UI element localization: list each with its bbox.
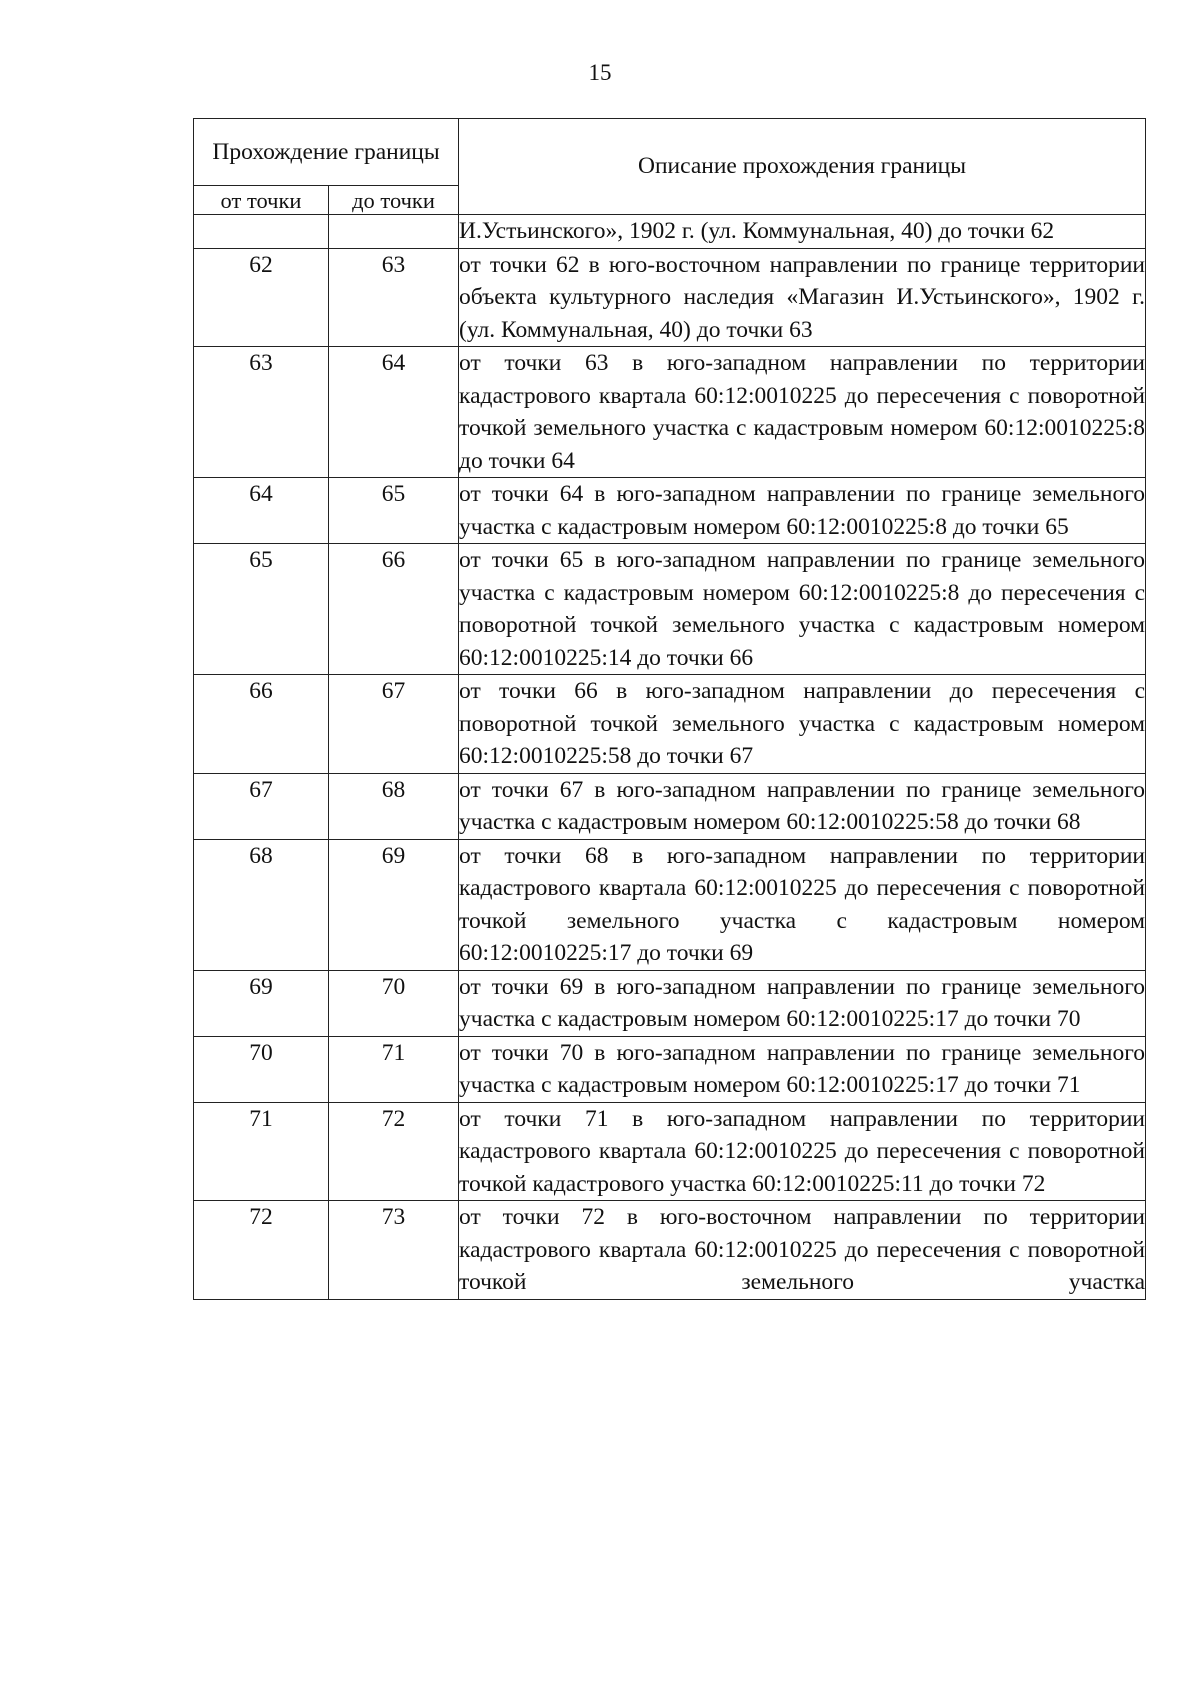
cell-to-point: 71 — [329, 1036, 459, 1102]
cell-to-point: 73 — [329, 1201, 459, 1300]
table-row — [194, 773, 1146, 839]
cell-from-point — [194, 215, 329, 249]
table-header — [194, 119, 1146, 215]
table-row — [194, 1036, 1146, 1102]
cell-from-point: 72 — [194, 1201, 329, 1300]
header-boundary-passage: Прохождение границы — [194, 119, 459, 186]
table-row — [194, 215, 1146, 249]
cell-to-point: 68 — [329, 773, 459, 839]
cell-from-point: 64 — [194, 478, 329, 544]
cell-to-point: 66 — [329, 544, 459, 675]
cell-description: от точки 68 в юго-западном направлении по территории кадастрового квартала 60:12:0010225 до пересечения с поворотной точкой земельного участка с кадастровым номером 60:12:0010225:17 до точки 69 — [459, 839, 1146, 970]
table-row — [194, 675, 1146, 774]
cell-to-point — [329, 215, 459, 249]
cell-to-point: 70 — [329, 970, 459, 1036]
cell-description: от точки 63 в юго-западном направлении по территории кадастрового квартала 60:12:0010225 до пересечения с поворотной точкой земельного участка с кадастровым номером 60:12:0010225:8 до точки 64 — [459, 347, 1146, 478]
header-from-point: от точки — [194, 186, 329, 215]
boundary-table — [193, 118, 1146, 1300]
cell-from-point: 65 — [194, 544, 329, 675]
table-row — [194, 347, 1146, 478]
header-description: Описание прохождения границы — [459, 119, 1146, 215]
cell-from-point: 68 — [194, 839, 329, 970]
cell-from-point: 70 — [194, 1036, 329, 1102]
cell-description: от точки 72 в юго-восточном направлении по территории кадастрового квартала 60:12:0010225 до пересечения с поворотной точкой земельного участка — [459, 1201, 1146, 1300]
cell-from-point: 67 — [194, 773, 329, 839]
cell-to-point: 64 — [329, 347, 459, 478]
table-row — [194, 1201, 1146, 1300]
cell-from-point: 63 — [194, 347, 329, 478]
cell-from-point: 66 — [194, 675, 329, 774]
cell-description: от точки 70 в юго-западном направлении по границе земельного участка с кадастровым номером 60:12:0010225:17 до точки 71 — [459, 1036, 1146, 1102]
cell-to-point: 67 — [329, 675, 459, 774]
table-row — [194, 1102, 1146, 1201]
cell-description: от точки 66 в юго-западном направлении до пересечения с поворотной точкой земельного участка с кадастровым номером 60:12:0010225:58 до точки 67 — [459, 675, 1146, 774]
cell-description: от точки 65 в юго-западном направлении по границе земельного участка с кадастровым номером 60:12:0010225:8 до пересечения с поворотной точкой земельного участка с кадастровым номером 60:12:0010225:14 до точки 66 — [459, 544, 1146, 675]
table-row — [194, 839, 1146, 970]
cell-to-point: 69 — [329, 839, 459, 970]
cell-to-point: 63 — [329, 248, 459, 347]
cell-to-point: 72 — [329, 1102, 459, 1201]
cell-from-point: 71 — [194, 1102, 329, 1201]
cell-description: от точки 71 в юго-западном направлении по территории кадастрового квартала 60:12:0010225 до пересечения с поворотной точкой кадастрового участка 60:12:0010225:11 до точки 72 — [459, 1102, 1146, 1201]
cell-description: от точки 69 в юго-западном направлении по границе земельного участка с кадастровым номером 60:12:0010225:17 до точки 70 — [459, 970, 1146, 1036]
table-row — [194, 544, 1146, 675]
cell-description: И.Устьинского», 1902 г. (ул. Коммунальная, 40) до точки 62 — [459, 215, 1146, 249]
cell-description: от точки 67 в юго-западном направлении по границе земельного участка с кадастровым номером 60:12:0010225:58 до точки 68 — [459, 773, 1146, 839]
cell-from-point: 62 — [194, 248, 329, 347]
cell-from-point: 69 — [194, 970, 329, 1036]
table-row — [194, 248, 1146, 347]
cell-description: от точки 62 в юго-восточном направлении по границе территории объекта культурного наследия «Магазин И.Устьинского», 1902 г. (ул. Коммунальная, 40) до точки 63 — [459, 248, 1146, 347]
table-body — [194, 215, 1146, 1300]
table-row — [194, 478, 1146, 544]
table-row — [194, 970, 1146, 1036]
header-to-point: до точки — [329, 186, 459, 215]
cell-to-point: 65 — [329, 478, 459, 544]
cell-description: от точки 64 в юго-западном направлении по границе земельного участка с кадастровым номером 60:12:0010225:8 до точки 65 — [459, 478, 1146, 544]
page-number: 15 — [588, 60, 612, 85]
